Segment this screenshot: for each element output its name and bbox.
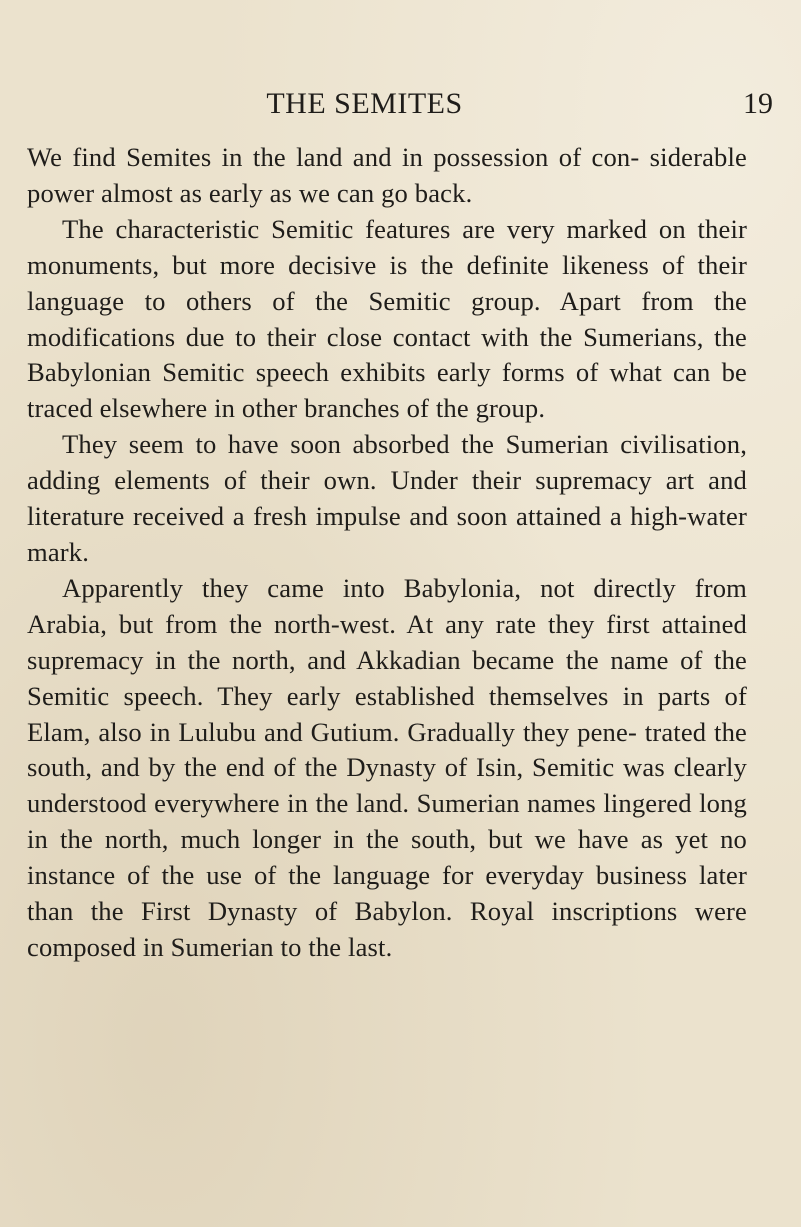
running-title: THE SEMITES: [266, 87, 463, 120]
page-number: 19: [743, 87, 773, 120]
running-head: [0, 84, 801, 124]
body-text: [27, 140, 747, 966]
paragraph-4: Apparently they came into Babylonia, not directly from Arabia, but from the north-west. At any rate they first attained supremacy in the north, and Akkadian became the name of the Semitic speech. They early established themselves in parts of Elam, also in Lulubu and Gutium. Gradually they pene- trated the south, and by the end of the Dynasty of Isin, Semitic was clearly understood everywhere in the land. Sumerian names lingered long in the north, much longer in the south, but we have as yet no instance of the use of the language for everyday business later than the First Dynasty of Babylon. Royal inscriptions were composed in Sumerian to the last.: [27, 572, 747, 962]
paragraph-1: We find Semites in the land and in possession of con- siderable power almost as early as we can go back.: [27, 142, 747, 208]
paragraph-2: The characteristic Semitic features are very marked on their monuments, but more decisive is the definite likeness of their language to others of the Semitic group. Apart from the modifications due to their close contact with the Sumerians, the Babylonian Semitic speech exhibits early forms of what can be traced elsewhere in other branches of the group.: [27, 213, 747, 424]
paragraph-3: They seem to have soon absorbed the Sumerian civilisation, adding elements of their own. Under their supremacy art and literature received a fresh impulse and soon attained a high-water mark.: [27, 429, 747, 567]
